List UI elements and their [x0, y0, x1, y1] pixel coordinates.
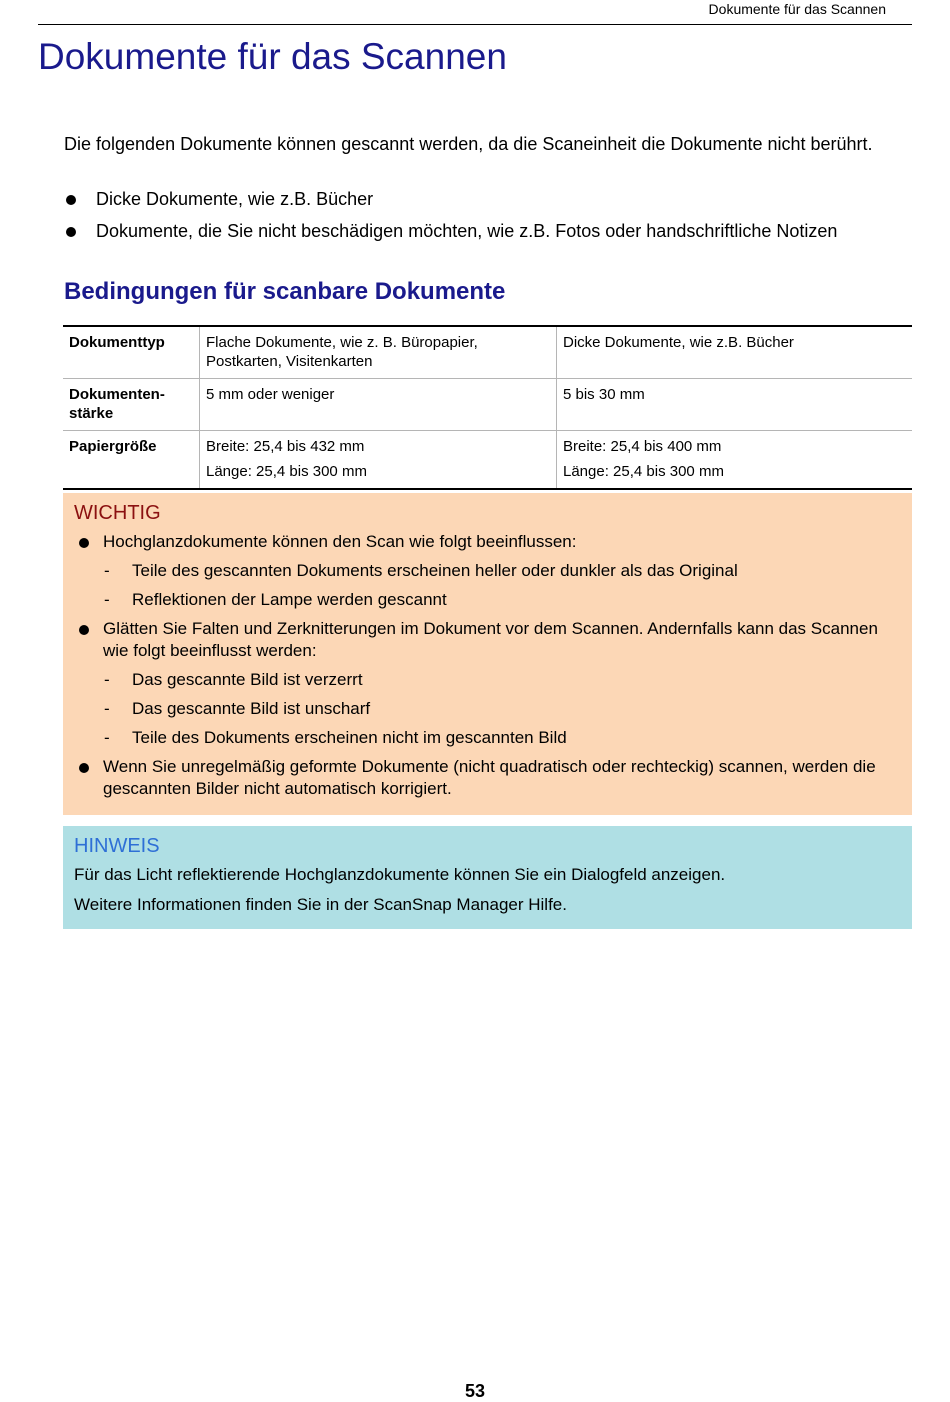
sub-list — [103, 669, 902, 749]
conditions-table — [63, 325, 912, 490]
important-item-text: Wenn Sie unregelmäßig geformte Dokumente (nicht quadratisch oder rechteckig) scannen, werden die gescannten Bilder nicht automatisch korrigiert. — [103, 757, 876, 798]
table-cell: Flache Dokumente, wie z. B. Büropapier, Postkarten, Visitenkarten — [200, 326, 557, 379]
sub-item: - Das gescannte Bild ist unscharf — [103, 698, 902, 720]
row-label: Dokumenttyp — [63, 326, 200, 379]
important-item — [74, 618, 902, 749]
table-row — [63, 379, 912, 431]
important-title: WICHTIG — [74, 502, 161, 524]
important-item — [74, 531, 902, 611]
table-cell — [557, 431, 913, 490]
page-title: Dokumente für das Scannen — [38, 36, 507, 77]
bullet-item: Dicke Dokumente, wie z.B. Bücher — [64, 188, 914, 211]
cell-line: Breite: 25,4 bis 400 mm — [563, 438, 722, 455]
sub-item: - Reflektionen der Lampe werden gescannt — [103, 589, 902, 611]
row-label: Papiergröße — [63, 431, 200, 490]
table-cell: 5 mm oder weniger — [200, 379, 557, 431]
cell-line: Länge: 25,4 bis 300 mm — [206, 463, 367, 480]
table-cell — [200, 431, 557, 490]
important-item — [74, 756, 902, 800]
running-header — [38, 0, 912, 25]
sub-item: - Das gescannte Bild ist verzerrt — [103, 669, 902, 691]
sub-item: - Teile des Dokuments erscheinen nicht im gescannten Bild — [103, 727, 902, 749]
note-title: HINWEIS — [74, 835, 160, 857]
table-cell: 5 bis 30 mm — [557, 379, 913, 431]
sub-item: - Teile des gescannten Dokuments erscheinen heller oder dunkler als das Original — [103, 560, 902, 582]
table-row — [63, 431, 912, 490]
note-box — [63, 826, 912, 929]
cell-line: Breite: 25,4 bis 432 mm — [206, 438, 365, 455]
important-item-text: Glätten Sie Falten und Zerknitterungen im Dokument vor dem Scannen. Andernfalls kann das Scannen wie folgt beeinflusst werden: — [103, 619, 878, 660]
bullet-item: Dokumente, die Sie nicht beschädigen möchten, wie z.B. Fotos oder handschriftliche Notizen — [64, 220, 914, 243]
page-number: 53 — [464, 1381, 486, 1401]
table-row — [63, 326, 912, 379]
intro-paragraph: Die folgenden Dokumente können gescannt werden, da die Scaneinheit die Dokumente nicht berührt. — [64, 134, 873, 154]
sub-list — [103, 560, 902, 611]
table-cell: Dicke Dokumente, wie z.B. Bücher — [557, 326, 913, 379]
row-label: Dokumenten-stärke — [63, 379, 200, 431]
important-box — [63, 493, 912, 815]
section-title: Bedingungen für scanbare Dokumente — [64, 278, 506, 305]
cell-line: Länge: 25,4 bis 300 mm — [563, 463, 724, 480]
note-paragraph: Weitere Informationen finden Sie in der ScanSnap Manager Hilfe. — [74, 895, 567, 914]
note-paragraph: Für das Licht reflektierende Hochglanzdokumente können Sie ein Dialogfeld anzeigen. — [74, 865, 726, 884]
important-item-text: Hochglanzdokumente können den Scan wie folgt beeinflussen: — [103, 532, 577, 551]
important-list — [74, 531, 902, 800]
running-header-title: Dokumente für das Scannen — [708, 1, 886, 17]
document-bullet-list — [64, 188, 914, 252]
